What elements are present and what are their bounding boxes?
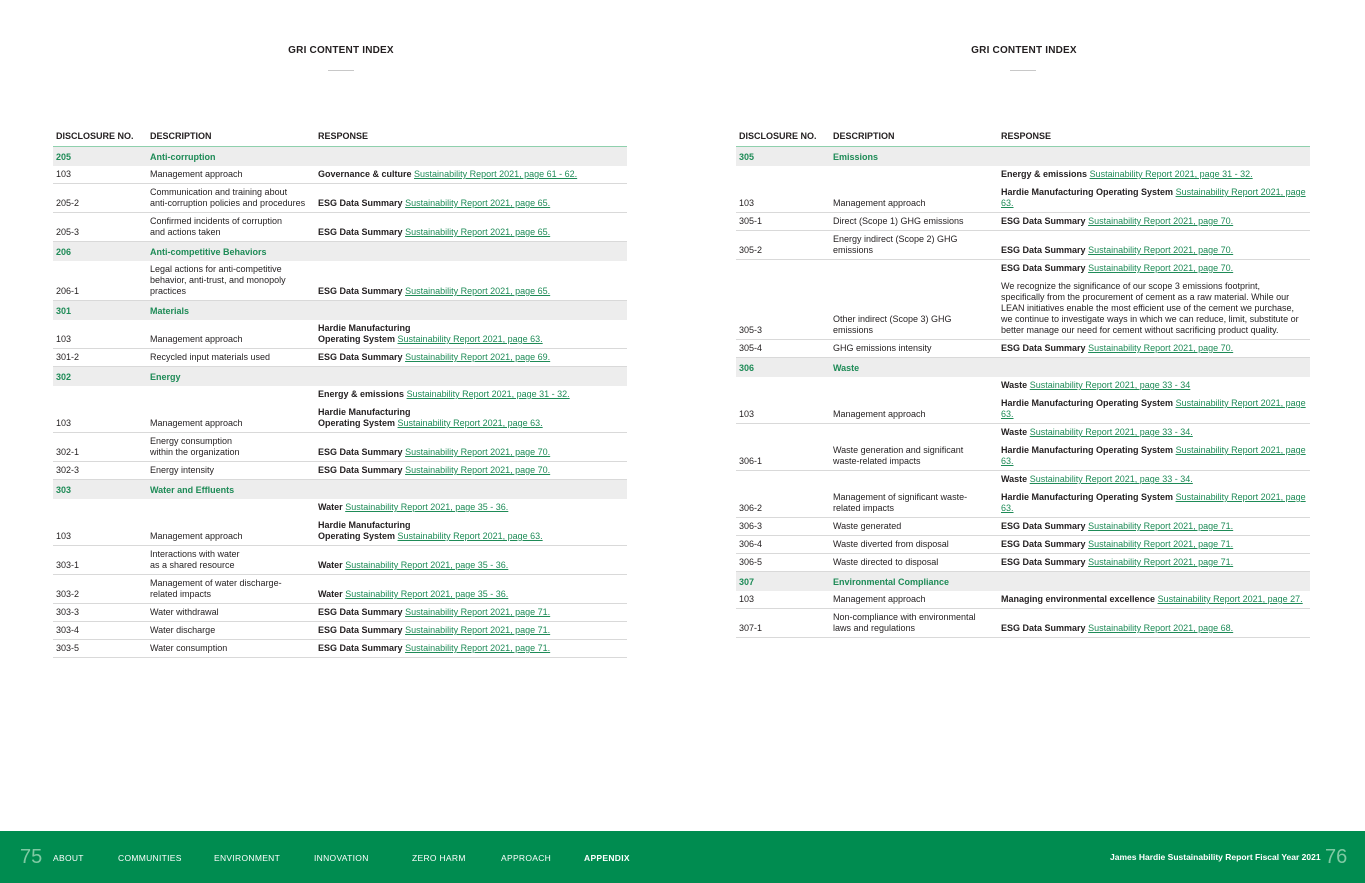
report-link[interactable]: Sustainability Report 2021, page 35 - 36. <box>345 502 509 512</box>
table-row <box>736 609 1310 638</box>
report-link[interactable]: Sustainability Report 2021, page 70. <box>1088 343 1234 353</box>
response <box>998 427 1310 467</box>
response-entry <box>1001 169 1310 180</box>
section-row <box>736 572 1310 591</box>
table-row <box>53 604 627 622</box>
header-disclosure-no: DISCLOSURE NO. <box>56 131 134 141</box>
response-topic: Hardie Manufacturing Operating System <box>318 407 411 428</box>
response <box>998 557 1310 568</box>
response <box>315 643 627 654</box>
table-row <box>53 166 627 184</box>
response-topic: ESG Data Summary <box>1001 216 1086 226</box>
disclosure-no: 103 <box>739 594 755 604</box>
section-name: Anti-corruption <box>150 151 216 162</box>
response-topic: ESG Data Summary <box>1001 343 1086 353</box>
response-entry <box>318 520 627 542</box>
report-link[interactable]: Sustainability Report 2021, page 63. <box>397 334 543 344</box>
report-link[interactable]: Sustainability Report 2021, page 71. <box>1088 539 1234 549</box>
response-entry <box>318 389 627 400</box>
response <box>315 286 627 297</box>
report-link[interactable]: Sustainability Report 2021, page 27. <box>1157 594 1303 604</box>
header-description: DESCRIPTION <box>150 131 212 141</box>
response <box>998 539 1310 550</box>
response-entry <box>1001 445 1310 467</box>
response-topic: ESG Data Summary <box>1001 521 1086 531</box>
report-link[interactable]: Sustainability Report 2021, page 63. <box>1001 187 1306 208</box>
header-response: RESPONSE <box>318 131 369 141</box>
table-row <box>736 213 1310 231</box>
response-entry <box>318 465 627 476</box>
description: Management approach <box>150 334 243 344</box>
description: Waste directed to disposal <box>833 557 939 567</box>
description: Management approach <box>150 418 243 428</box>
section-name: Materials <box>150 305 190 316</box>
description: Energy intensity <box>150 465 215 475</box>
description: Energy consumption within the organization <box>150 436 240 457</box>
table-row <box>53 622 627 640</box>
section-name: Waste <box>833 362 860 373</box>
gri-content-table <box>53 131 627 658</box>
nav-communities[interactable]: COMMUNITIES <box>118 853 182 863</box>
response <box>315 502 627 542</box>
response-entry <box>318 286 627 297</box>
response <box>315 560 627 571</box>
table-row <box>53 462 627 480</box>
report-link[interactable]: Sustainability Report 2021, page 31 - 32. <box>1089 169 1253 179</box>
response <box>998 521 1310 532</box>
response-topic: Energy & emissions <box>1001 169 1088 179</box>
disclosure-no: 306-3 <box>739 521 763 531</box>
report-link[interactable]: Sustainability Report 2021, page 63. <box>397 418 543 428</box>
report-link[interactable]: Sustainability Report 2021, page 69. <box>405 352 551 362</box>
disclosure-no: 305-3 <box>739 325 763 335</box>
response-entry <box>318 198 627 209</box>
disclosure-no: 305-2 <box>739 245 763 255</box>
response-topic: Water <box>318 560 343 570</box>
response <box>315 625 627 636</box>
response-topic: ESG Data Summary <box>1001 557 1086 567</box>
table-row <box>53 320 627 349</box>
section-name: Water and Effluents <box>150 484 235 495</box>
disclosure-no: 302-1 <box>56 447 80 457</box>
description: Water discharge <box>150 625 216 635</box>
report-link[interactable]: Sustainability Report 2021, page 63. <box>1001 398 1306 419</box>
response <box>315 389 627 429</box>
response-topic: ESG Data Summary <box>318 286 403 296</box>
table-row <box>53 184 627 213</box>
header-description: DESCRIPTION <box>833 131 895 141</box>
disclosure-no: 103 <box>56 418 72 428</box>
response-topic: Energy & emissions <box>318 389 405 399</box>
nav-innovation[interactable]: INNOVATION <box>314 853 369 863</box>
table-row <box>53 386 627 433</box>
disclosure-no: 205-2 <box>56 198 80 208</box>
report-link[interactable]: Sustainability Report 2021, page 65. <box>405 198 551 208</box>
table-body <box>53 147 627 658</box>
title-divider <box>328 70 354 71</box>
table-row <box>53 546 627 575</box>
response <box>315 589 627 600</box>
response <box>998 245 1310 256</box>
page-number-right: 76 <box>1325 846 1348 868</box>
report-link[interactable]: Sustainability Report 2021, page 70. <box>405 447 551 457</box>
report-link[interactable]: Sustainability Report 2021, page 65. <box>405 227 551 237</box>
section-code: 301 <box>56 305 72 316</box>
response-topic: Hardie Manufacturing Operating System <box>318 323 411 344</box>
description: Interactions with water as a shared resource <box>150 549 240 570</box>
description: Confirmed incidents of corruption and actions taken <box>150 216 283 237</box>
response-entry <box>318 169 627 180</box>
response <box>998 263 1310 336</box>
description: GHG emissions intensity <box>833 343 932 353</box>
table-header <box>736 131 1310 147</box>
table-body <box>736 147 1310 638</box>
disclosure-no: 103 <box>56 531 72 541</box>
response-entry <box>318 407 627 429</box>
report-link[interactable]: Sustainability Report 2021, page 71. <box>405 607 551 617</box>
response-entry <box>318 352 627 363</box>
section-row <box>53 147 627 166</box>
response-entry <box>318 227 627 238</box>
response-topic: ESG Data Summary <box>318 607 403 617</box>
nav-environment[interactable]: ENVIRONMENT <box>214 853 281 863</box>
header-response: RESPONSE <box>1001 131 1052 141</box>
table-row <box>736 471 1310 518</box>
title-divider <box>1010 70 1036 71</box>
table-row <box>53 575 627 604</box>
disclosure-no: 303-3 <box>56 607 80 617</box>
disclosure-no: 206-1 <box>56 286 80 296</box>
report-link[interactable]: Sustainability Report 2021, page 33 - 34. <box>1029 474 1193 484</box>
report-link[interactable]: Sustainability Report 2021, page 63. <box>1001 445 1306 466</box>
report-link[interactable]: Sustainability Report 2021, page 65. <box>405 286 551 296</box>
response <box>315 169 627 180</box>
description: Water withdrawal <box>150 607 219 617</box>
description: Management of significant waste- related impacts <box>833 492 968 513</box>
response-topic: Waste <box>1001 380 1028 390</box>
disclosure-no: 306-1 <box>739 456 763 466</box>
nav-approach[interactable]: APPROACH <box>501 853 552 863</box>
response-topic: ESG Data Summary <box>1001 623 1086 633</box>
table-header <box>53 131 627 147</box>
table-row <box>736 260 1310 340</box>
response-topic: ESG Data Summary <box>1001 263 1086 273</box>
report-link[interactable]: Sustainability Report 2021, page 35 - 36. <box>345 589 509 599</box>
section-code: 306 <box>739 362 755 373</box>
response-entry <box>1001 594 1310 605</box>
section-name: Emissions <box>833 151 879 162</box>
section-row <box>53 301 627 320</box>
response-topic: ESG Data Summary <box>318 643 403 653</box>
response-text: We recognize the significance of our scope 3 emissions footprint, specifically from the procurement of cement as a raw material. While our LEAN initiatives enable the most efficient use of the cement we purchase, we continue to investigate ways in which we can reduce, limit, substitute or better manage our need for cement without sacrificing product quality. <box>1001 281 1299 335</box>
response <box>998 594 1310 605</box>
nav-zero-harm[interactable]: ZERO HARM <box>412 853 466 863</box>
response-entry <box>1001 245 1310 256</box>
report-link[interactable]: Sustainability Report 2021, page 68. <box>1088 623 1234 633</box>
section-row <box>53 242 627 261</box>
report-link[interactable]: Sustainability Report 2021, page 35 - 36. <box>345 560 509 570</box>
description: Direct (Scope 1) GHG emissions <box>833 216 964 226</box>
table-row <box>53 640 627 658</box>
response-entry <box>318 643 627 654</box>
response <box>315 447 627 458</box>
footer-bar <box>0 831 1365 883</box>
description: Management of water discharge- related impacts <box>150 578 282 599</box>
section-code: 305 <box>739 151 755 162</box>
response-entry <box>1001 623 1310 634</box>
table-row <box>53 349 627 367</box>
response-topic: Governance & culture <box>318 169 412 179</box>
response-topic: ESG Data Summary <box>318 625 403 635</box>
response-entry <box>1001 492 1310 514</box>
section-row <box>736 358 1310 377</box>
response-topic: Managing environmental excellence <box>1001 594 1156 604</box>
disclosure-no: 103 <box>56 169 72 179</box>
section-row <box>53 480 627 499</box>
response-topic: ESG Data Summary <box>318 227 403 237</box>
response-entry <box>1001 216 1310 227</box>
response-topic: Water <box>318 502 343 512</box>
disclosure-no: 306-5 <box>739 557 763 567</box>
response <box>998 380 1310 420</box>
response <box>315 323 627 345</box>
report-link[interactable]: Sustainability Report 2021, page 33 - 34. <box>1029 427 1193 437</box>
response-topic: Hardie Manufacturing Operating System <box>318 520 411 541</box>
section-name: Energy <box>150 371 181 382</box>
gri-content-table <box>736 131 1310 638</box>
response-topic: Waste <box>1001 474 1028 484</box>
table-row <box>53 213 627 242</box>
description: Waste diverted from disposal <box>833 539 949 549</box>
description: Management approach <box>833 198 926 208</box>
description: Non-compliance with environmental laws and regulations <box>833 612 976 633</box>
response-entry <box>1001 557 1310 568</box>
response-entry <box>1001 474 1310 485</box>
response-entry <box>1001 521 1310 532</box>
table-row <box>53 433 627 462</box>
response-topic: ESG Data Summary <box>318 447 403 457</box>
table-row <box>736 231 1310 260</box>
disclosure-no: 302-3 <box>56 465 80 475</box>
disclosure-no: 307-1 <box>739 623 763 633</box>
disclosure-no: 305-1 <box>739 216 763 226</box>
response-entry <box>1001 281 1310 336</box>
response-topic: Water <box>318 589 343 599</box>
response <box>315 227 627 238</box>
report-link[interactable]: Sustainability Report 2021, page 31 - 32. <box>406 389 570 399</box>
table-row <box>736 340 1310 358</box>
disclosure-no: 103 <box>739 409 755 419</box>
response-topic: Hardie Manufacturing Operating System <box>1001 398 1174 408</box>
description: Waste generation and significant waste-related impacts <box>833 445 964 466</box>
report-link[interactable]: Sustainability Report 2021, page 70. <box>1088 245 1234 255</box>
disclosure-no: 303-5 <box>56 643 80 653</box>
response-entry <box>318 625 627 636</box>
response-topic: ESG Data Summary <box>318 352 403 362</box>
section-name: Anti-competitive Behaviors <box>150 246 267 257</box>
response-entry <box>1001 398 1310 420</box>
response-entry <box>1001 263 1310 274</box>
table-row <box>53 499 627 546</box>
response-entry <box>318 607 627 618</box>
report-link[interactable]: Sustainability Report 2021, page 63. <box>397 531 543 541</box>
description: Other indirect (Scope 3) GHG emissions <box>833 314 952 335</box>
section-row <box>736 147 1310 166</box>
right-page <box>683 0 1365 831</box>
table-row <box>736 591 1310 609</box>
table-row <box>736 518 1310 536</box>
description: Management approach <box>150 531 243 541</box>
section-row <box>53 367 627 386</box>
response <box>315 198 627 209</box>
response <box>998 216 1310 227</box>
response-topic: Hardie Manufacturing Operating System <box>1001 187 1174 197</box>
report-link[interactable]: Sustainability Report 2021, page 71. <box>405 625 551 635</box>
page-number-left: 75 <box>20 846 43 868</box>
report-link[interactable]: Sustainability Report 2021, page 33 - 34 <box>1029 380 1191 390</box>
response-topic: ESG Data Summary <box>318 465 403 475</box>
report-title: James Hardie Sustainability Report Fiscal Year 2021 <box>1110 852 1321 862</box>
table-row <box>53 261 627 301</box>
response-topic: ESG Data Summary <box>318 198 403 208</box>
section-code: 302 <box>56 371 72 382</box>
description: Management approach <box>833 594 926 604</box>
response-topic: Hardie Manufacturing Operating System <box>1001 492 1174 502</box>
response <box>315 607 627 618</box>
nav-about[interactable]: ABOUT <box>53 853 84 863</box>
nav-appendix[interactable]: APPENDIX <box>584 853 630 863</box>
report-link[interactable]: Sustainability Report 2021, page 71. <box>405 643 551 653</box>
disclosure-no: 103 <box>739 198 755 208</box>
disclosure-no: 303-2 <box>56 589 80 599</box>
report-link[interactable]: Sustainability Report 2021, page 70. <box>1088 263 1234 273</box>
description: Management approach <box>833 409 926 419</box>
response-topic: ESG Data Summary <box>1001 245 1086 255</box>
disclosure-no: 306-4 <box>739 539 763 549</box>
description: Communication and training about anti-corruption policies and procedures <box>150 187 306 208</box>
response-entry <box>318 502 627 513</box>
response-entry <box>1001 539 1310 550</box>
response <box>998 474 1310 514</box>
response-topic: Hardie Manufacturing Operating System <box>1001 445 1174 455</box>
response <box>315 465 627 476</box>
response-entry <box>1001 187 1310 209</box>
description: Water consumption <box>150 643 228 653</box>
report-link[interactable]: Sustainability Report 2021, page 61 - 62. <box>414 169 578 179</box>
disclosure-no: 303-1 <box>56 560 80 570</box>
response <box>998 623 1310 634</box>
report-link[interactable]: Sustainability Report 2021, page 71. <box>1088 557 1234 567</box>
report-link[interactable]: Sustainability Report 2021, page 63. <box>1001 492 1306 513</box>
response-entry <box>318 560 627 571</box>
description: Energy indirect (Scope 2) GHG emissions <box>833 234 958 255</box>
response-entry <box>318 447 627 458</box>
disclosure-no: 306-2 <box>739 503 763 513</box>
response <box>998 343 1310 354</box>
response-topic: ESG Data Summary <box>1001 539 1086 549</box>
description: Waste generated <box>833 521 902 531</box>
response <box>315 352 627 363</box>
page-title: GRI CONTENT INDEX <box>971 45 1077 56</box>
table-row <box>736 377 1310 424</box>
section-code: 307 <box>739 576 755 587</box>
disclosure-no: 305-4 <box>739 343 763 353</box>
description: Recycled input materials used <box>150 352 271 362</box>
response-entry <box>1001 427 1310 438</box>
disclosure-no: 103 <box>56 334 72 344</box>
section-code: 303 <box>56 484 72 495</box>
report-link[interactable]: Sustainability Report 2021, page 71. <box>1088 521 1234 531</box>
report-link[interactable]: Sustainability Report 2021, page 70. <box>405 465 551 475</box>
table-row <box>736 536 1310 554</box>
description: Legal actions for anti-competitive behavior, anti-trust, and monopoly practices <box>150 264 286 296</box>
disclosure-no: 205-3 <box>56 227 80 237</box>
table-row <box>736 554 1310 572</box>
report-link[interactable]: Sustainability Report 2021, page 70. <box>1088 216 1234 226</box>
response-entry <box>318 323 627 345</box>
disclosure-no: 303-4 <box>56 625 80 635</box>
header-disclosure-no: DISCLOSURE NO. <box>739 131 817 141</box>
response <box>998 169 1310 209</box>
response-entry <box>1001 380 1310 391</box>
section-code: 205 <box>56 151 72 162</box>
section-name: Environmental Compliance <box>833 576 950 587</box>
table-row <box>736 424 1310 471</box>
page-title: GRI CONTENT INDEX <box>288 45 394 56</box>
response-topic: Waste <box>1001 427 1028 437</box>
left-page <box>0 0 682 831</box>
section-code: 206 <box>56 246 72 257</box>
response-entry <box>1001 343 1310 354</box>
description: Management approach <box>150 169 243 179</box>
response-entry <box>318 589 627 600</box>
table-row <box>736 166 1310 213</box>
disclosure-no: 301-2 <box>56 352 80 362</box>
